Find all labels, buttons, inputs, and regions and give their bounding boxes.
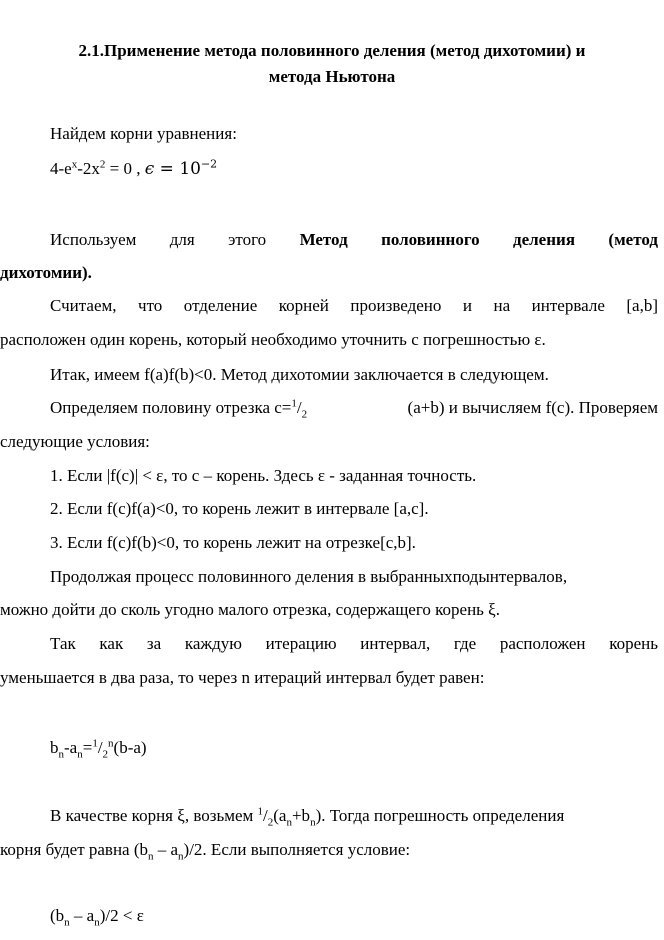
use-word-3: этого: [228, 230, 267, 249]
define-line-1: [50, 397, 658, 421]
formula1-sub-2: 2: [102, 748, 109, 761]
formula2-b: – a: [69, 906, 95, 925]
continue-line-2: можно дойти до сколь угодно малого отрезка, содержащего корень ξ.: [0, 600, 501, 619]
formula1-sup-n: n: [108, 737, 114, 750]
use-method-line-1: [50, 230, 658, 250]
since-line-1: Так как за каждую итерацию интервал, где расположен корень: [50, 634, 658, 653]
root-line-2: [0, 840, 411, 863]
formula2-c: )/2 < ε: [99, 906, 144, 925]
define-part-a: [50, 397, 308, 421]
use-word-6: деления: [513, 230, 576, 249]
equation-tolerance: = 10: [154, 159, 201, 179]
root-line2-a: корня будет равна (b: [0, 840, 148, 859]
formula2-sub1: n: [64, 916, 70, 929]
formula1-sup-1: 1: [92, 737, 98, 750]
formula1-sub-n2: n: [77, 748, 83, 761]
root-part-a: [50, 805, 565, 829]
root-line2-sub2: n: [178, 850, 184, 863]
use-word-1: Используем: [50, 230, 137, 249]
continue-line-1: Продолжая процесс половинного деления в выбранныхподынтервалов,: [50, 567, 568, 586]
count-line-2: расположен один корень, который необходимо уточнить с погрешностью ε.: [0, 330, 546, 349]
formula2-sub2: n: [94, 916, 100, 929]
root-sup: 1: [257, 805, 264, 818]
root-text-b: (a: [273, 806, 287, 825]
root-sub: 2: [267, 816, 274, 829]
root-sub-n2: n: [310, 816, 316, 829]
since-line-2: уменьшается в два раза, то через n итераций интервал будет равен:: [0, 668, 485, 687]
condition-1: 1. Если |f(c)| < ε, то c – корень. Здесь ε - заданная точность.: [50, 466, 477, 485]
equation: [50, 159, 217, 179]
equation-part-a: 4-e: [50, 159, 72, 178]
condition-2: 2. Если f(c)f(a)<0, то корень лежит в интервале [a,c].: [50, 499, 429, 518]
define-part-b: (a+b) и вычисляем f(c). Проверяем: [407, 398, 658, 417]
root-slash: /: [263, 806, 268, 825]
section-title-line-2: метода Ньютона: [268, 67, 396, 86]
root-line-1: [50, 805, 658, 829]
equation-part-c: = 0 ,: [105, 159, 145, 178]
use-method-line-2: дихотомии).: [0, 263, 92, 282]
use-word-5: половинного: [381, 230, 480, 249]
formula1-sub-n1: n: [58, 748, 64, 761]
define-sup: 1: [291, 397, 297, 410]
define-line-2: следующие условия:: [0, 432, 150, 451]
root-text-a: В качестве корня ξ, возьмем: [50, 806, 258, 825]
define-sub: 2: [301, 408, 308, 421]
equation-tolerance-exponent: −2: [200, 157, 218, 171]
root-sub-n1: n: [286, 816, 292, 829]
use-word-7: (метод: [608, 230, 658, 249]
section-title-line-1: 2.1.Применение метода половинного деления (метод дихотомии) и: [78, 41, 586, 60]
find-roots-text: Найдем корни уравнения:: [50, 124, 237, 143]
formula1-b: b: [50, 738, 59, 757]
formula1-rest: (b-a): [113, 738, 147, 757]
count-line-1: Считаем, что отделение корней произведено и на интервале [a,b]: [50, 296, 658, 315]
equation-sup-2: 2: [99, 158, 106, 171]
root-text-d: ). Тогда погрешность определения: [315, 806, 565, 825]
error-condition-formula: [50, 906, 144, 929]
define-slash: /: [296, 398, 302, 417]
root-text-c: +b: [291, 806, 311, 825]
formula1-eq: =: [82, 738, 93, 757]
use-word-4: Метод: [299, 230, 348, 249]
root-line2-b: – a: [153, 840, 179, 859]
thus-text: Итак, имеем f(a)f(b)<0. Метод дихотомии заключается в следующем.: [50, 365, 549, 384]
define-text-a: Определяем половину отрезка c=: [50, 398, 292, 417]
formula1-minus-a: -a: [64, 738, 78, 757]
root-line2-c: )/2. Если выполняется условие:: [183, 840, 411, 859]
formula2-a: (b: [50, 906, 65, 925]
formula1-slash: /: [97, 738, 103, 757]
interval-formula: [50, 737, 147, 761]
use-word-2: для: [169, 230, 195, 249]
equation-sup-x: x: [71, 158, 78, 171]
equation-part-b: -2x: [77, 159, 100, 178]
section-title: [0, 38, 664, 90]
epsilon-symbol: ϵ: [144, 159, 155, 179]
condition-3: 3. Если f(c)f(b)<0, то корень лежит на отрезке[c,b].: [50, 533, 416, 552]
root-line2-sub1: n: [148, 850, 154, 863]
